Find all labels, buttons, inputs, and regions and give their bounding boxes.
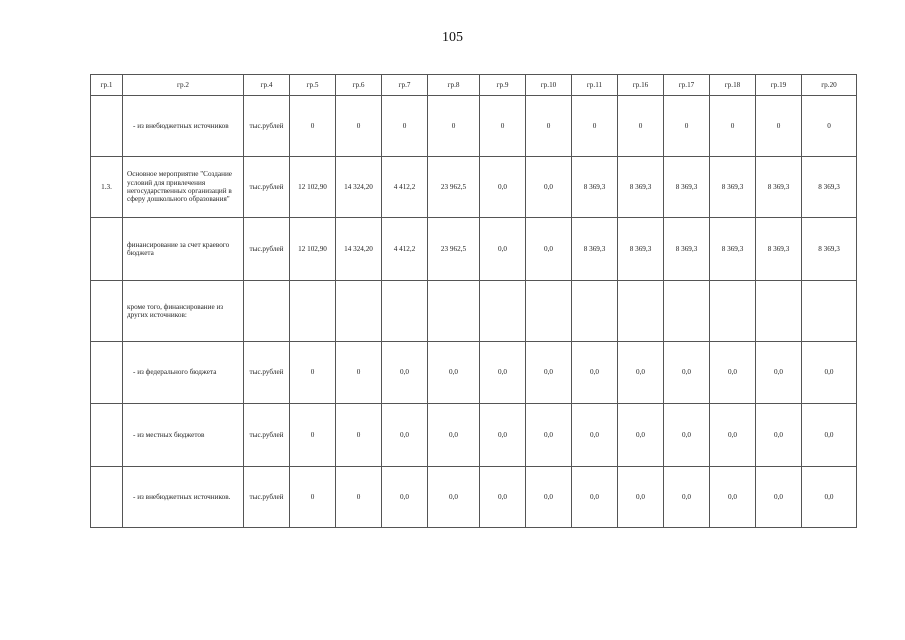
column-header: гр.11 <box>572 75 618 96</box>
cell-value: 0,0 <box>572 342 618 404</box>
cell-value: 0 <box>756 96 802 157</box>
cell-value <box>526 281 572 342</box>
cell-value: 8 369,3 <box>710 157 756 218</box>
cell-value: 4 412,2 <box>382 157 428 218</box>
cell-value: 14 324,20 <box>336 157 382 218</box>
cell-value: 8 369,3 <box>802 218 857 281</box>
row-name: кроме того, финансирование из других источников: <box>123 281 244 342</box>
cell-value: 0,0 <box>382 342 428 404</box>
cell-value: 0,0 <box>710 342 756 404</box>
cell-value: 0,0 <box>618 404 664 467</box>
cell-value: 0 <box>710 96 756 157</box>
cell-value: 0,0 <box>480 404 526 467</box>
column-header: гр.9 <box>480 75 526 96</box>
row-number: 1.3. <box>91 157 123 218</box>
cell-value: 0,0 <box>526 157 572 218</box>
cell-value: 0,0 <box>664 404 710 467</box>
cell-value: 0,0 <box>664 467 710 528</box>
cell-value: 0,0 <box>480 157 526 218</box>
cell-value: 0,0 <box>802 467 857 528</box>
cell-value: 0 <box>336 467 382 528</box>
column-header: гр.20 <box>802 75 857 96</box>
cell-value <box>710 281 756 342</box>
column-header: гр.8 <box>428 75 480 96</box>
row-unit: тыс.рублей <box>244 157 290 218</box>
table-row <box>91 281 857 342</box>
cell-value: 4 412,2 <box>382 218 428 281</box>
cell-value <box>480 281 526 342</box>
page-number: 105 <box>442 30 463 45</box>
row-name: - из внебюджетных источников <box>123 96 244 157</box>
row-name: - из внебюджетных источников. <box>123 467 244 528</box>
cell-value: 0,0 <box>664 342 710 404</box>
row-number <box>91 218 123 281</box>
column-header: гр.1 <box>91 75 123 96</box>
cell-value: 8 369,3 <box>618 218 664 281</box>
cell-value: 0,0 <box>710 467 756 528</box>
column-header: гр.6 <box>336 75 382 96</box>
cell-value: 0 <box>336 96 382 157</box>
row-number <box>91 342 123 404</box>
cell-value: 8 369,3 <box>802 157 857 218</box>
column-header: гр.17 <box>664 75 710 96</box>
table-row <box>91 342 857 404</box>
column-header: гр.5 <box>290 75 336 96</box>
cell-value: 8 369,3 <box>756 157 802 218</box>
cell-value: 0,0 <box>756 404 802 467</box>
row-unit: тыс.рублей <box>244 96 290 157</box>
cell-value: 0,0 <box>428 404 480 467</box>
cell-value: 0,0 <box>382 404 428 467</box>
row-number <box>91 281 123 342</box>
cell-value: 0,0 <box>526 342 572 404</box>
cell-value: 0,0 <box>802 404 857 467</box>
cell-value: 14 324,20 <box>336 218 382 281</box>
cell-value: 12 102,90 <box>290 218 336 281</box>
cell-value: 0,0 <box>526 404 572 467</box>
column-header: гр.10 <box>526 75 572 96</box>
cell-value <box>336 281 382 342</box>
cell-value: 0 <box>572 96 618 157</box>
cell-value <box>802 281 857 342</box>
cell-value: 0,0 <box>526 467 572 528</box>
table-row <box>91 218 857 281</box>
cell-value: 0 <box>664 96 710 157</box>
cell-value: 8 369,3 <box>572 218 618 281</box>
row-unit: тыс.рублей <box>244 404 290 467</box>
cell-value: 0,0 <box>756 467 802 528</box>
cell-value: 0,0 <box>428 467 480 528</box>
cell-value: 0 <box>618 96 664 157</box>
column-header: гр.16 <box>618 75 664 96</box>
cell-value: 0 <box>336 404 382 467</box>
cell-value <box>290 281 336 342</box>
cell-value: 0 <box>802 96 857 157</box>
cell-value: 0 <box>382 96 428 157</box>
cell-value: 23 962,5 <box>428 218 480 281</box>
cell-value: 23 962,5 <box>428 157 480 218</box>
table-row <box>91 96 857 157</box>
cell-value <box>664 281 710 342</box>
table-row <box>91 404 857 467</box>
cell-value <box>382 281 428 342</box>
cell-value: 0,0 <box>756 342 802 404</box>
cell-value: 0,0 <box>480 342 526 404</box>
cell-value: 0,0 <box>572 467 618 528</box>
cell-value: 0 <box>336 342 382 404</box>
cell-value: 8 369,3 <box>572 157 618 218</box>
row-unit: тыс.рублей <box>244 218 290 281</box>
cell-value <box>756 281 802 342</box>
row-unit: тыс.рублей <box>244 467 290 528</box>
cell-value: 0,0 <box>710 404 756 467</box>
table-header-row <box>91 75 857 96</box>
column-header: гр.2 <box>123 75 244 96</box>
cell-value: 0,0 <box>526 218 572 281</box>
cell-value: 0,0 <box>802 342 857 404</box>
cell-value <box>618 281 664 342</box>
row-name: - из федерального бюджета <box>123 342 244 404</box>
row-name: - из местных бюджетов <box>123 404 244 467</box>
cell-value: 8 369,3 <box>756 218 802 281</box>
column-header: гр.4 <box>244 75 290 96</box>
cell-value: 0 <box>480 96 526 157</box>
cell-value: 0 <box>290 96 336 157</box>
row-unit <box>244 281 290 342</box>
cell-value: 0 <box>428 96 480 157</box>
cell-value <box>428 281 480 342</box>
row-unit: тыс.рублей <box>244 342 290 404</box>
column-header: гр.19 <box>756 75 802 96</box>
cell-value: 0 <box>290 467 336 528</box>
cell-value: 0 <box>290 404 336 467</box>
column-header: гр.18 <box>710 75 756 96</box>
cell-value: 0,0 <box>480 467 526 528</box>
cell-value: 0,0 <box>618 342 664 404</box>
cell-value: 8 369,3 <box>618 157 664 218</box>
cell-value <box>572 281 618 342</box>
cell-value: 8 369,3 <box>664 157 710 218</box>
column-header: гр.7 <box>382 75 428 96</box>
cell-value: 0,0 <box>480 218 526 281</box>
cell-value: 0,0 <box>382 467 428 528</box>
cell-value: 8 369,3 <box>710 218 756 281</box>
cell-value: 12 102,90 <box>290 157 336 218</box>
row-number <box>91 404 123 467</box>
table-row <box>91 467 857 528</box>
cell-value: 0,0 <box>428 342 480 404</box>
row-number <box>91 96 123 157</box>
row-number <box>91 467 123 528</box>
cell-value: 0,0 <box>618 467 664 528</box>
table-row <box>91 157 857 218</box>
row-name: финансирование за счет краевого бюджета <box>123 218 244 281</box>
cell-value: 8 369,3 <box>664 218 710 281</box>
budget-table <box>90 74 857 528</box>
cell-value: 0 <box>526 96 572 157</box>
cell-value: 0 <box>290 342 336 404</box>
row-name: Основное мероприятие "Создание условий для привлечения негосударственных организаций в сферу дошкольного образования" <box>123 157 244 218</box>
cell-value: 0,0 <box>572 404 618 467</box>
